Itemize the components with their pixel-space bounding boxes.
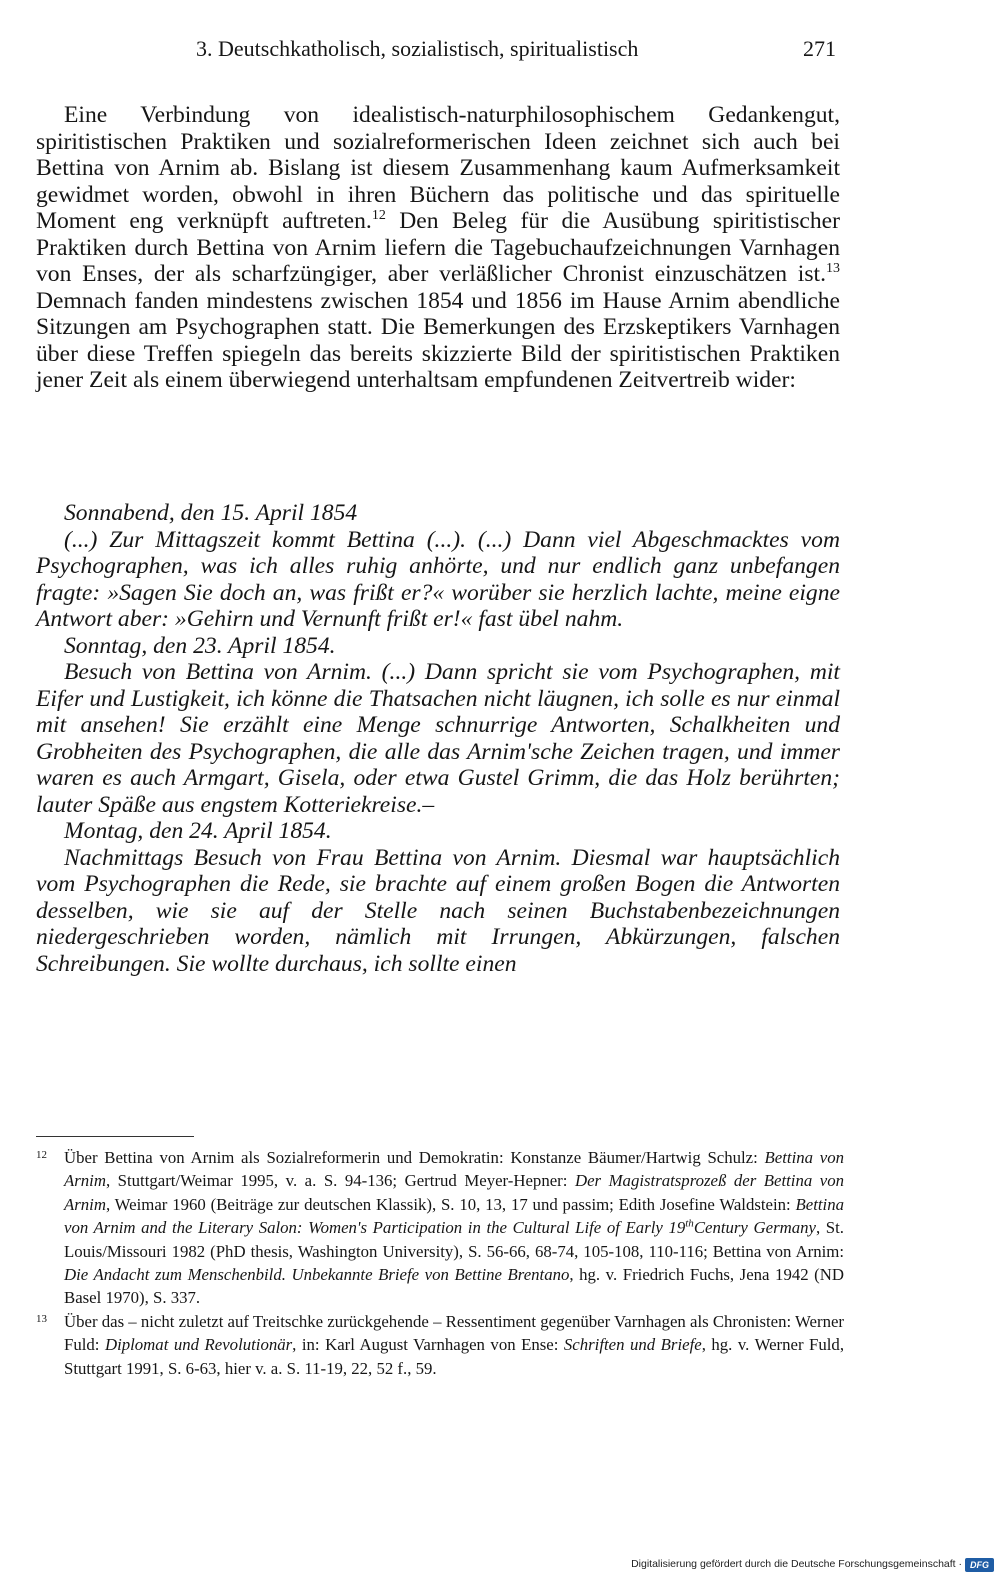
diary-entry: Nachmittags Besuch von Frau Bettina von Arnim. Diesmal war hauptsächlich vom Psychographen die Rede, sie brachte auf einem großen Bogen die Antworten desselben, wie sie auf der Stelle nach seinen Buchstabenbezeichnungen niedergeschrieben worden, nämlich mit Irrungen, Abkürzungen, falschen Schreibungen. Sie wollte durchaus, ich sollte einen	[36, 844, 840, 977]
footnote-title: Die Andacht zum Menschenbild. Unbekannte Briefe von Bettine Brentano	[64, 1265, 570, 1285]
digitization-note: Digitalisierung gefördert durch die Deutsche Forschungsgemeinschaft ·	[631, 1558, 962, 1570]
footnote-title: Bettina von Arnim	[64, 1148, 844, 1191]
footnote-text: , hg. v. Werner Fuld, Stuttgart 1991, S. 6-63, hier v. a. S. 11-19, 22, 52 f., 59.	[64, 1335, 845, 1378]
body-text-segment: Eine Verbindung von idealistisch-naturphilosophischem Gedankengut, spiritistischen Praktiken und sozialreformerischen Ideen zeichnet sich auch bei Bettina von Arnim ab. Bislang ist diesem Zusammenhang kaum Aufmerksamkeit gewidmet worden, obwohl in ihren Büchern das politische und das spirituelle Moment eng verknüpft auftreten.	[36, 102, 840, 234]
diary-entry: Besuch von Bettina von Arnim. (...) Dann spricht sie vom Psychographen, mit Eifer und Lustigkeit, ich könne die Thatsachen nicht läugnen, ich solle es nur einmal mit ansehen! Sie erzählt eine Menge schnurrige Antworten, Schalkheiten und Grobheiten des Psychographen, die alle das Arnim'sche Zeichen tragen, und immer waren es auch Armgart, Gisela, oder etwa Gustel Grimm, die das Holz berührten; lauter Späße aus engstem Kotteriekreise.–	[36, 659, 840, 818]
diary-entry: (...) Zur Mittagszeit kommt Bettina (...). (...) Dann viel Abgeschmacktes vom Psychographen, was ich alles ruhig anhörte, und nur endlich ganz unbefangen fragte: »Sagen Sie doch an, was frißt er?« worüber sie herzlich lachte, meine eigne Antwort aber: »Gehirn und Vernunft frißt er!« fast übel nahm.	[36, 526, 840, 632]
dfg-logo: DFG	[965, 1558, 994, 1572]
footnote-number: 12	[36, 1149, 47, 1161]
body-text-segment: Den Beleg für die Ausübung spiritistischer Praktiken durch Bettina von Arnim liefern die Tagebuchaufzeichnungen Varnhagen von Enses, der als scharfzüngiger, aber verläßlicher Chronist einzuschätzen ist.	[36, 208, 840, 287]
footnote-text: , Weimar 1960 (Beiträge zur deutschen Klassik), S. 10, 13, 17 und passim; Edith Josefine Waldstein:	[105, 1194, 796, 1214]
diary-date: Sonnabend, den 15. April 1854	[64, 500, 358, 526]
diary-date: Montag, den 24. April 1854.	[64, 818, 332, 844]
footnote-text: , Stuttgart/Weimar 1995, v. a. S. 94-136; Gertrud Meyer-Hepner:	[105, 1171, 575, 1191]
diary-date: Sonntag, den 23. April 1854.	[64, 632, 336, 659]
footnote-title: Schriften und Briefe	[563, 1335, 702, 1355]
footnotes	[36, 1146, 844, 1380]
page-number: 271	[803, 36, 836, 61]
footnote-text: , St. Louis/Missouri 1982 (PhD thesis, Washington University), S. 56-66, 68-74, 105-108, 110-116; Bettina von Arnim:	[64, 1218, 844, 1261]
footnote-separator	[36, 1136, 194, 1137]
footnote-number: 13	[36, 1312, 47, 1325]
footnote-text: , in: Karl August Varnhagen von Ense:	[292, 1335, 564, 1355]
running-title: 3. Deutschkatholisch, sozialistisch, spiritualistisch	[196, 36, 639, 61]
footnote-text: Über das – nicht zuletzt auf Treitschke zurückgehende – Ressentiment gegenüber Varnhagen als Chronisten: Werner Fuld:	[64, 1311, 844, 1355]
footnote-superscript: th	[685, 1217, 694, 1230]
footnote-reference[interactable]: 13	[826, 261, 840, 277]
footnote-text: Über Bettina von Arnim als Sozialreformerin und Demokratin: Konstanze Bäumer/Hartwig Schulz:	[64, 1148, 765, 1167]
body-paragraph	[36, 102, 840, 394]
footnote-title: Der Magistratsprozeß der Bettina von Arnim	[64, 1171, 845, 1214]
footnote-title: Century Germany	[693, 1218, 816, 1238]
body-text-segment: Demnach fanden mindestens zwischen 1854 und 1856 im Hause Arnim abendliche Sitzungen am Psychographen statt. Die Bemerkungen des Erzskeptikers Varnhagen über diese Treffen spiegeln das bereits skizzierte Bild der spiritistischen Praktiken jener Zeit als einem überwiegend unterhaltsam empfundenen Zeitvertreib wider:	[36, 287, 840, 393]
page-header	[196, 36, 836, 68]
footnote-text: , hg. v. Friedrich Fuchs, Jena 1942 (ND Basel 1970), S. 337.	[64, 1265, 844, 1308]
footnote-reference[interactable]: 12	[371, 208, 386, 224]
footnote-title: Diplomat und Revolutionär	[104, 1335, 293, 1355]
diary-quote	[36, 500, 840, 977]
footnote-12	[36, 1146, 844, 1310]
body-text	[36, 102, 840, 394]
footnote-title: Bettina von Arnim and the Literary Salon: Women's Participation in the Cultural Life of Early 19	[64, 1194, 844, 1238]
footnote-13	[36, 1310, 844, 1380]
